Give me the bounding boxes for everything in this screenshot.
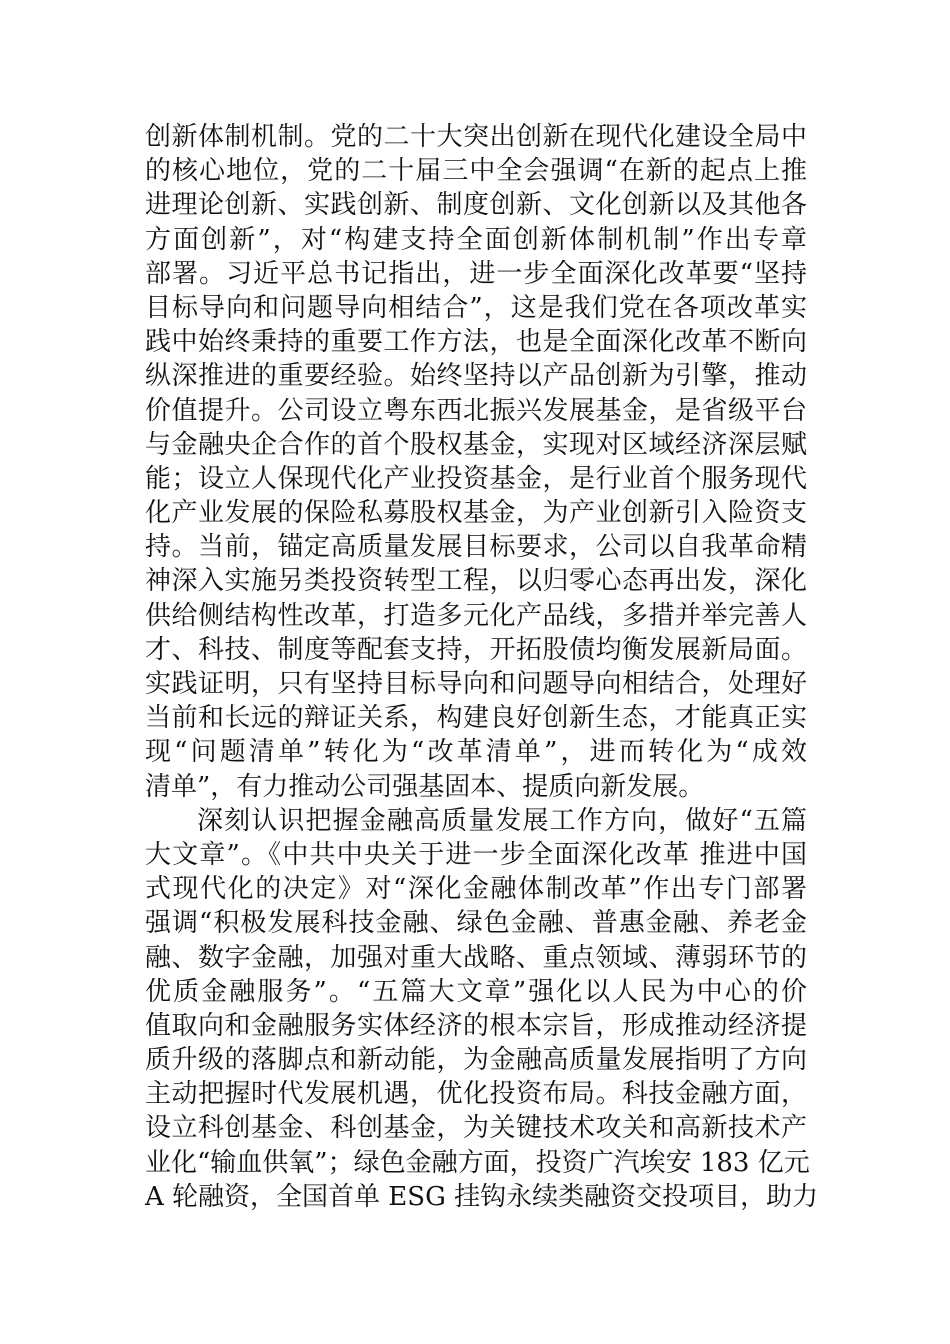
body-text (145, 120, 819, 1214)
text-line: 供给侧结构性改革，打造多元化产品线，多措并举完善人 (145, 600, 807, 631)
text-line: 深刻认识把握金融高质量发展工作方向，做好“五篇 (197, 805, 807, 836)
text-line: 的核心地位，党的二十届三中全会强调“在新的起点上推 (145, 156, 807, 187)
paragraph-2 (145, 804, 819, 1214)
text-line: 式现代化的决定》对“深化金融体制改革”作出专门部署 (145, 874, 807, 905)
text-line: 业化“输血供氧”；绿色金融方面，投资广汽埃安 183 亿元 (145, 1147, 810, 1178)
text-line: 持。当前，锚定高质量发展目标要求，公司以自我革命精 (145, 532, 807, 563)
text-line: 质升级的落脚点和新动能，为金融高质量发展指明了方向 (145, 1045, 807, 1076)
text-line: 践中始终秉持的重要工作方法，也是全面深化改革不断向 (145, 327, 807, 358)
text-line: 主动把握时代发展机遇，优化投资布局。科技金融方面， (145, 1079, 807, 1110)
text-line: 神深入实施另类投资转型工程，以归零心态再出发，深化 (145, 566, 807, 597)
text-line: 进理论创新、实践创新、制度创新、文化创新以及其他各 (145, 190, 807, 221)
text-line: A 轮融资，全国首单 ESG 挂钩永续类融资交投项目，助力 (145, 1181, 819, 1212)
text-line: 能；设立人保现代化产业投资基金，是行业首个服务现代 (145, 463, 807, 494)
text-line: 创新体制机制。党的二十大突出创新在现代化建设全局中 (145, 122, 807, 152)
text-line: 优质金融服务”。“五篇大文章”强化以人民为中心的价 (145, 976, 807, 1007)
text-line: 化产业发展的保险私募股权基金，为产业创新引入险资支 (145, 498, 807, 529)
text-line: 大文章”。《中共中央关于进一步全面深化改革 推进中国 (145, 839, 807, 870)
text-line: 清单”，有力推动公司强基固本、提质向新发展。 (145, 771, 705, 802)
text-line: 强调“积极发展科技金融、绿色金融、普惠金融、养老金 (145, 908, 807, 939)
text-line: 值取向和金融服务实体经济的根本宗旨，形成推动经济提 (145, 1010, 807, 1041)
text-line: 融、数字金融，加强对重大战略、重点领域、薄弱环节的 (145, 942, 807, 973)
paragraph-1 (145, 120, 807, 804)
text-line: 当前和长远的辩证关系，构建良好创新生态，才能真正实 (145, 703, 807, 734)
text-line: 纵深推进的重要经验。始终坚持以产品创新为引擎，推动 (145, 361, 807, 392)
text-line: 目标导向和问题导向相结合”，这是我们党在各项改革实 (145, 292, 807, 323)
text-line: 部署。习近平总书记指出，进一步全面深化改革要“坚持 (145, 258, 807, 289)
text-line: 实践证明，只有坚持目标导向和问题导向相结合，处理好 (145, 669, 807, 699)
text-line: 现“问题清单”转化为“改革清单”，进而转化为“成效 (145, 737, 807, 768)
text-line: 设立科创基金、科创基金，为关键技术攻关和高新技术产 (145, 1113, 807, 1144)
text-line: 价值提升。公司设立粤东西北振兴发展基金，是省级平台 (145, 395, 807, 426)
text-line: 才、科技、制度等配套支持，开拓股债均衡发展新局面。 (145, 634, 807, 665)
text-line: 方面创新”，对“构建支持全面创新体制机制”作出专章 (145, 224, 807, 255)
text-line: 与金融央企合作的首个股权基金，实现对区域经济深层赋 (145, 429, 807, 460)
